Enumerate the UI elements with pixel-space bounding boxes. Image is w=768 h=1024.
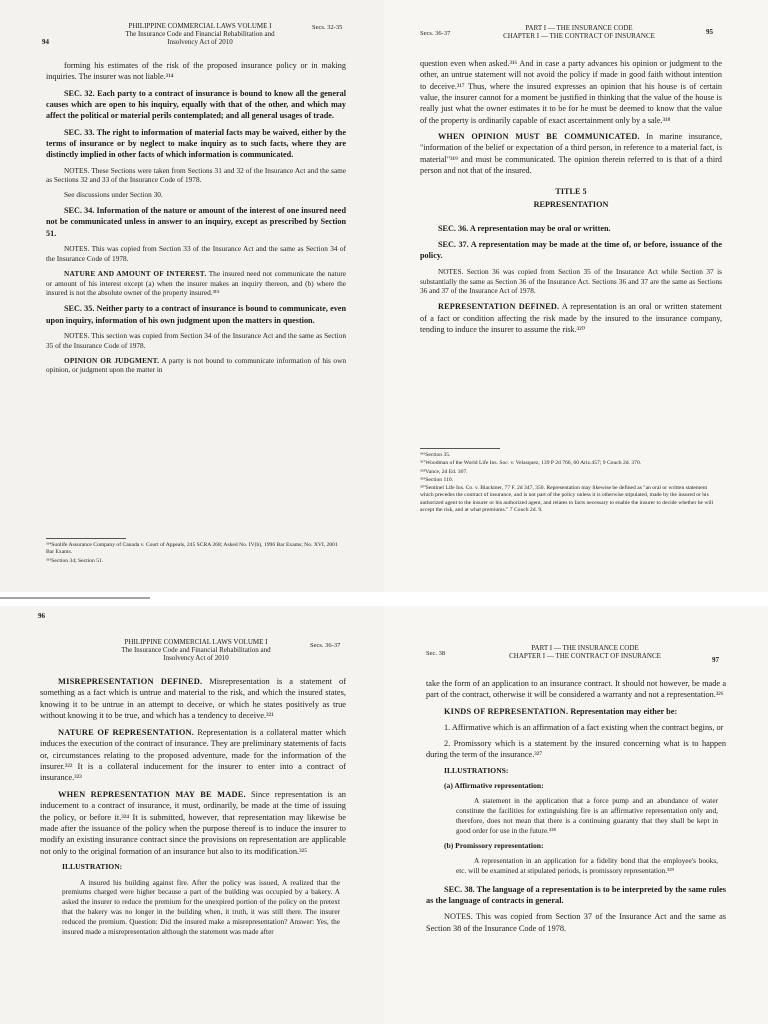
footnote: ³¹⁴Sunlife Assurance Company of Canada v. Court of Appeals, 245 SCRA 268; Asked No. IV(b), 1996 Bar Exams; No. XVI, 2001 Bar Exams. (46, 542, 338, 556)
body-column (420, 58, 722, 340)
kinds-body: Representation may either be: (570, 706, 678, 716)
footnote: ³¹⁷Woodman of the World Life Ins. Soc. v. Velasquez, 139 P 2d 766, 60 Ariz.457; 9 Couch 2d. 370. (420, 460, 642, 467)
header-title: PHILIPPINE COMMERCIAL LAWS VOLUME I (128, 22, 272, 30)
page-94 (0, 0, 384, 592)
nature-heading: NATURE AND AMOUNT OF INTEREST. (64, 268, 207, 278)
kinds-paragraph (426, 706, 726, 717)
opinion-heading: OPINION OR JUDGMENT. (64, 355, 160, 365)
notes-paragraph: NOTES. Section 36 was copied from Section 35 of the Insurance Act while Section 37 is substantially the same as Section 36 of the Insurance Act. Sections 36 and 37 are the same as Sections 36 and 37 of the Insurance Act of 1978. (420, 266, 722, 296)
mis-paragraph (40, 676, 346, 722)
section-36: SEC. 36. A representation may be oral or written. (438, 223, 611, 233)
notes-paragraph: NOTES. This was copied from Section 33 of the Insurance Act and the same as Section 34 of the Insurance Code of 1978. (46, 243, 346, 263)
kind-promissory: 2. Promissory which is a statement by the insured concerning what is to happen during the term of the insurance.³²⁷ (426, 739, 726, 760)
promissory-label: (b) Promissory representation: (444, 840, 544, 850)
nature-paragraph (46, 269, 346, 299)
page-gap (0, 592, 768, 606)
rep-paragraph (420, 301, 722, 335)
nat-heading: NATURE OF REPRESENTATION. (58, 727, 195, 737)
title-subheading: REPRESENTATION (533, 200, 609, 210)
kind-affirmative: 1. Affirmative which is an affirmation of a fact existing when the contract begins, or (444, 722, 724, 732)
illustration-body: A insured his building against fire. After the policy was issued, A realized that the premiums charged were higher because a part of the building was occupied by a bakery. A asked the insurer to reduce the premium for the unexpired portion of the policy on the pretext that the bakery was no longer in the building when, it truth, it was still there. The insurer reduced the premium. Question: Did the insured make a misrepresentation? Answer: Yes, the insured made a misrepresentation although the statement was made after (62, 877, 340, 936)
nat-paragraph (40, 727, 346, 784)
title-heading: TITLE 5 (555, 187, 587, 197)
page-95 (384, 0, 768, 592)
header-subtitle: Insolvency Act of 2010 (163, 654, 229, 663)
paragraph: question even when asked.³¹⁶ And in case a party advances his opinion or judgment to the other, an untrue statement will not avoid the policy if made in good faith without intention to deceive.³¹⁷ Thus, where the insured expresses an opinion that his house is of certain value, the insurer cannot for a moment be justified in thinking that the value of the house is really just what the owner estimates it to be for he must be deemed to know that the value of the property is ordinarily capable of exact ascertainment only by a sale.³¹⁸ (420, 59, 722, 125)
header-title: PART I — THE INSURANCE CODE (531, 644, 639, 652)
when-body: Since representation is an inducement to a contract of insurance, it must, ordinarily, be made at the time of issuing the policy, or before it.³²⁴ It is submitted, however, that representation may likewise be made after the issuance of the policy when the purpose thereof is to induce the insurer to modify an existing insurance contract since the provisions on representation are applicable not only to the original formation of an insurance but also to its modification.³²⁵ (40, 789, 346, 856)
mis-heading: MISREPRESENTATION DEFINED. (58, 677, 203, 686)
header-subtitle: Insolvency Act of 2010 (167, 38, 233, 47)
section-34: SEC. 34. Information of the nature or amount of the interest of one insured need not be communicated unless in answer to an inquiry, except as prescribed by Section 51. (46, 206, 346, 238)
opinion-body: A party is not bound to communicate information of his own opinion, or judgment upon the matter in (46, 355, 346, 375)
footnotes (46, 542, 346, 566)
section-range: Secs. 36-37 (310, 642, 341, 649)
see-reference: See discussions under Section 30. (64, 190, 163, 200)
when-heading: WHEN REPRESENTATION MAY BE MADE. (58, 789, 246, 799)
section-range: Sec. 38 (426, 650, 446, 657)
when-heading: WHEN OPINION MUST BE COMMUNICATED. (438, 131, 640, 141)
when-body: In marine insurance, "information of the belief or expectation of a third person, in reference to a material fact, is material"³¹⁹ and must be communicated. The opinion therein referred to is that of a third person and not that of the insured. (420, 131, 722, 175)
section-35: SEC. 35. Neither party to a contract of insurance is bound to communicate, even upon inquiry, information of his own judgment upon the matters in question. (46, 304, 346, 325)
notes-paragraph: NOTES. This section was copied from Section 34 of the Insurance Act and the same as Section 35 of the Insurance Code of 1978. (46, 330, 346, 350)
mis-body: Misrepresentation is a statement of something as a fact which is untrue and material to the risk, and which the insured states, knowing it to be untrue in an attempt to deceive, or which he states positively as true without knowing it to be true, and which has a tendency to deceive.³²¹ (40, 677, 347, 721)
when-paragraph (420, 131, 722, 176)
footnote-rule (420, 448, 500, 449)
paragraph: forming his estimates of the risk of the proposed insurance policy or in making inquiries. The insurer was not liable.³¹⁴ (46, 61, 346, 82)
footnotes (420, 452, 722, 515)
page-number: 96 (38, 612, 45, 620)
footnote: ³¹⁶Section 35. (420, 452, 451, 458)
opinion-paragraph (46, 356, 346, 376)
rep-heading: REPRESENTATION DEFINED. (438, 302, 560, 312)
scan-artifact-line (0, 597, 150, 599)
nature-body: The insured need not communicate the nature or amount of his interest except (a) when the insurer makes an inquiry thereon, and (b) where the insured is not the absolute owner of the property insured.³¹⁵ (46, 268, 346, 298)
notes-paragraph: NOTES. This was copied from Section 37 of the Insurance Act and the same as Section 38 of the Insurance Code of 1978. (426, 912, 726, 933)
body-column (46, 60, 346, 380)
nat-body: Representation is a collateral matter which induces the execution of the contract of insurance. They are preliminary statements of facts or, circumstances relating to the proposed adventure, made for the information of the insurer.³²² It is a collateral inducement for the insurer to enter into a contract of insurance.³²³ (40, 727, 346, 783)
page-header (96, 638, 296, 662)
section-range: Secs. 32-35 (312, 24, 343, 31)
section-33: SEC. 33. The right to information of material facts may be waived, either by the terms of insurance or by neglect to make inquiry as to such facts, where they are distinctly implied in other facts of which information is communicated. (46, 127, 346, 160)
paragraph: take the form of an application to an insurance contract. It should not however, be made a part of the contract, otherwise it will be considered a warranty and not a representation.³²⁶ (426, 679, 726, 700)
body-column (426, 678, 726, 939)
footnote: ³¹⁹Section 110. (420, 476, 454, 483)
kinds-heading: KINDS OF REPRESENTATION. (444, 706, 569, 716)
section-37: SEC. 37. A representation may be made at the time of, or before, issuance of the policy. (420, 240, 722, 261)
notes-paragraph: NOTES. These Sections were taken from Sections 31 and 32 of the Insurance Act and the same as Sections 32 and 33 of the Insurance Code of 1978. (46, 165, 346, 185)
header-title: PART I — THE INSURANCE CODE (525, 24, 633, 32)
footnote: ³¹⁸Vance, 2d Ed. 367. (420, 468, 468, 475)
page-header (100, 22, 300, 46)
footnote: ³¹⁵Section 34; Section 51. (46, 557, 104, 564)
page-number: 97 (712, 656, 719, 664)
affirmative-label: (a) Affirmative representation: (444, 781, 544, 790)
rep-body: A representation is an oral or written statement of a fact or condition affecting the risk made by the insured to the insurance company, tending to induce the insurer to assume the risk.³²⁰ (420, 302, 722, 334)
header-subtitle: CHAPTER I — THE CONTRACT OF INSURANCE (503, 32, 655, 41)
header-subtitle: The Insurance Code and Financial Rehabilitation and (121, 646, 271, 655)
footnote: ³²⁰Sentinel Life Ins. Co. v. Blackmer, 77 F. 2d 347, 350. Representation may likewise be defined as "an oral or written statement which precedes the contract of insurance, and is not part of the policy unless it is otherwise stipulated, made by the insured or his authorized agent to the insurer or his authorized agent, and relates to facts necessary to enable the insurer to decide whether he will accept the risk, and at what premiums." 7 Couch 2d. 9. (420, 485, 714, 513)
header-title: PHILIPPINE COMMERCIAL LAWS VOLUME I (124, 638, 268, 646)
page-header (480, 644, 690, 660)
body-column (40, 676, 346, 942)
page-97 (384, 606, 768, 1024)
affirmative-body: A statement in the application that a force pump and an abundance of water constitute the facilities for extinguishing fire is an affirmative representation only and, therefore, does not mean that there is a continuing guaranty that they shall be kept in good order for use in the future.³²⁸ (456, 796, 718, 835)
page-header (474, 24, 684, 40)
page-number: 94 (42, 38, 49, 46)
header-subtitle: CHAPTER I — THE CONTRACT OF INSURANCE (509, 652, 661, 661)
section-38: SEC. 38. The language of a representation is to be interpreted by the same rules as the language of contracts in general. (426, 884, 726, 905)
page-96 (0, 606, 384, 1024)
promissory-body: A representation in an application for a fidelity bond that the employee's books, etc. will be examined at stipulated periods, is promissory representation.³²⁹ (456, 856, 718, 875)
header-subtitle: The Insurance Code and Financial Rehabilitation and (125, 30, 275, 39)
when-paragraph (40, 789, 346, 858)
illustrations-label: ILLUSTRATIONS: (444, 765, 509, 775)
section-32: SEC. 32. Each party to a contract of insurance is bound to know all the general causes which are open to his inquiry, equally with that of the other, and which may affect the political or material perils contemplated; and all general usages of trade. (46, 88, 346, 121)
illustration-label: ILLUSTRATION: (62, 862, 123, 872)
footnote-rule (46, 538, 126, 539)
section-range: Secs. 36-37 (420, 30, 451, 37)
page-number: 95 (706, 28, 713, 36)
